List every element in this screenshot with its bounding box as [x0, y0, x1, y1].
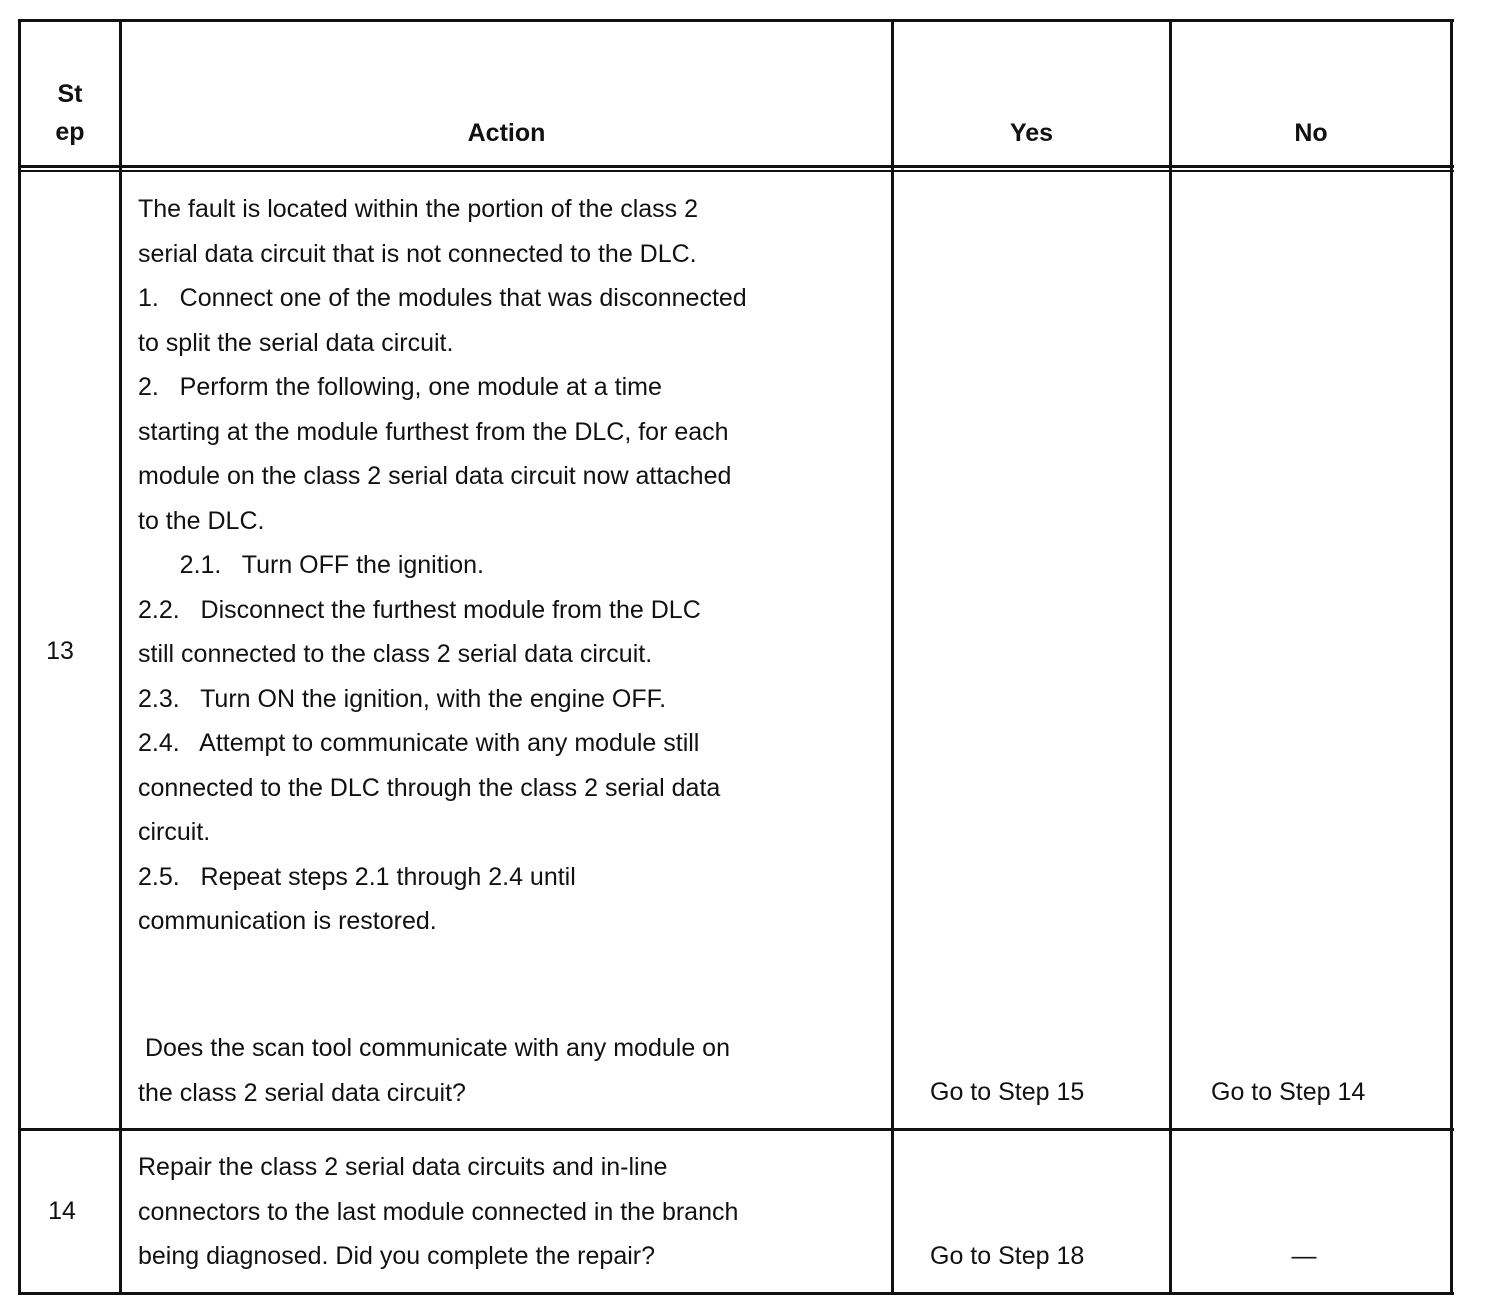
action-line: to the DLC. — [138, 506, 265, 535]
header-divider-2 — [18, 170, 1454, 172]
action-line: circuit. — [138, 818, 211, 846]
action-line: 2.5. Repeat steps 2.1 through 2.4 until — [138, 862, 576, 891]
row-divider — [18, 1128, 1454, 1131]
action-line: 2.4. Attempt to communicate with any module still — [138, 729, 700, 757]
row-13-yes: Go to Step 15 — [930, 1078, 1085, 1106]
table-border-right — [1450, 19, 1453, 1295]
action-line: The fault is located within the portion of the class 2 — [138, 195, 699, 223]
action-line: connected to the DLC through the class 2 serial data — [138, 773, 721, 802]
action-line: to split the serial data circuit. — [138, 328, 454, 357]
col-divider-yes — [1169, 19, 1172, 1295]
header-divider — [18, 165, 1454, 168]
header-no: No — [1294, 119, 1328, 147]
header-step-line1: St — [57, 80, 83, 108]
header-yes: Yes — [1009, 119, 1054, 147]
action-line: 2.2. Disconnect the furthest module from the DLC — [138, 595, 701, 624]
table-border-bottom — [18, 1292, 1454, 1295]
question-line: the class 2 serial data circuit? — [138, 1078, 466, 1107]
row-13-no: Go to Step 14 — [1211, 1078, 1366, 1106]
action-line: connectors to the last module connected in the branch — [138, 1197, 739, 1226]
table-border-top — [18, 19, 1454, 22]
row-14-no: — — [1291, 1242, 1317, 1270]
action-line: 2.1. Turn OFF the ignition. — [138, 551, 484, 579]
header-step — [21, 75, 119, 151]
action-line: communication is restored. — [138, 907, 437, 935]
action-line: 2.3. Turn ON the ignition, with the engine OFF. — [138, 684, 667, 713]
action-line: Repair the class 2 serial data circuits and in-line — [138, 1153, 668, 1181]
action-line: 2. Perform the following, one module at a time — [138, 373, 662, 401]
row-13-action — [138, 187, 888, 944]
action-line: starting at the module furthest from the DLC, for each — [138, 417, 729, 446]
question-line: Does the scan tool communicate with any module on — [138, 1034, 730, 1062]
action-line: 1. Connect one of the modules that was disconnected — [138, 284, 747, 312]
header-step-line2: ep — [55, 118, 85, 146]
row-14-action — [138, 1145, 888, 1279]
row-13-step: 13 — [46, 637, 74, 665]
row-14-yes: Go to Step 18 — [930, 1242, 1085, 1270]
header-action: Action — [467, 119, 546, 147]
row-14-step: 14 — [48, 1197, 76, 1225]
action-line: still connected to the class 2 serial data circuit. — [138, 640, 653, 668]
action-line: being diagnosed. Did you complete the repair? — [138, 1242, 656, 1270]
col-divider-step — [119, 19, 122, 1295]
action-line: serial data circuit that is not connected to the DLC. — [138, 239, 697, 268]
action-line: module on the class 2 serial data circuit now attached — [138, 462, 732, 490]
col-divider-action — [891, 19, 894, 1295]
row-13-question — [138, 1026, 888, 1115]
